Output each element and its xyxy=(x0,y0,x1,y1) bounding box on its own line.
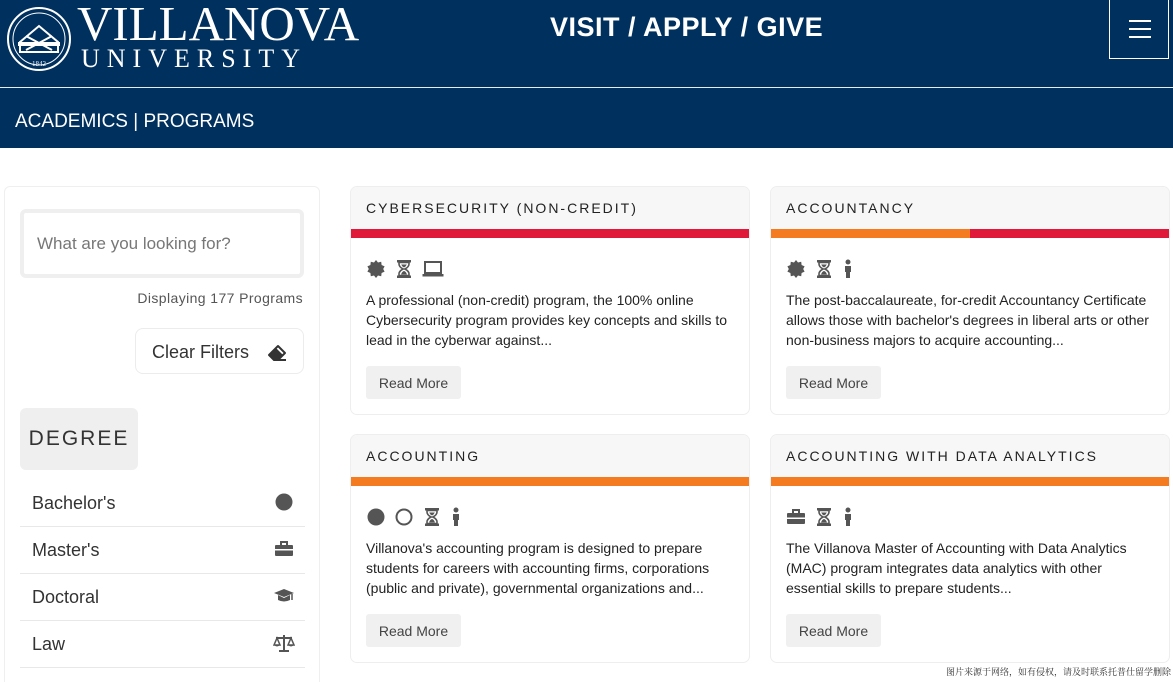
person-icon xyxy=(450,507,462,527)
eraser-icon xyxy=(266,341,288,363)
graduation-cap-icon xyxy=(273,585,295,607)
program-card-accounting-data-analytics xyxy=(770,434,1170,663)
program-title[interactable]: CYBERSECURITY (NON-CREDIT) xyxy=(366,200,638,216)
villanova-logo[interactable] xyxy=(4,0,360,73)
program-card-accountancy xyxy=(770,186,1170,415)
hamburger-icon xyxy=(1129,28,1151,30)
read-more-button[interactable]: Read More xyxy=(786,614,881,647)
person-icon xyxy=(842,259,854,279)
card-icon-row xyxy=(366,259,444,279)
card-icon-row xyxy=(786,259,854,279)
program-card-cybersecurity xyxy=(350,186,750,415)
card-header xyxy=(351,435,749,477)
degree-filter-heading[interactable]: DEGREE xyxy=(20,408,138,470)
search-box xyxy=(20,209,304,278)
degree-item-bachelors[interactable] xyxy=(20,480,305,527)
scales-icon xyxy=(273,632,295,654)
read-more-button[interactable]: Read More xyxy=(366,614,461,647)
hourglass-icon xyxy=(422,507,442,527)
hourglass-icon xyxy=(814,507,834,527)
logo-line1: VILLANOVA xyxy=(77,0,360,51)
card-icon-row xyxy=(786,507,854,527)
program-description: The post-baccalaureate, for-credit Accountancy Certificate allows those with bachelor's degrees in liberal arts or other non-business majors to acquire accounting... xyxy=(786,292,1149,348)
hourglass-icon xyxy=(814,259,834,279)
search-input[interactable] xyxy=(24,213,300,274)
card-icon-row xyxy=(366,507,462,527)
filled-circle-icon xyxy=(366,507,386,527)
laptop-icon xyxy=(422,259,444,279)
hamburger-icon xyxy=(1129,20,1151,22)
card-header xyxy=(771,187,1169,229)
visit-apply-give-links[interactable]: VISIT / APPLY / GIVE xyxy=(550,12,824,42)
card-accent-stripe xyxy=(771,477,1169,486)
program-title[interactable]: ACCOUNTING xyxy=(366,448,481,464)
program-card-accounting xyxy=(350,434,750,663)
degree-item-law[interactable] xyxy=(20,621,305,668)
program-description: Villanova's accounting program is designed to prepare students for careers with accounting firms, corporations (public and private), governmental organizations and... xyxy=(366,540,710,596)
site-header xyxy=(0,0,1173,87)
open-circle-icon xyxy=(394,507,414,527)
briefcase-icon xyxy=(273,538,295,560)
read-more-button[interactable]: Read More xyxy=(786,366,881,399)
certificate-badge-icon xyxy=(786,259,806,279)
program-description: A professional (non-credit) program, the 100% online Cybersecurity program provides key concepts and skills to lead in the cyberwar against... xyxy=(366,292,728,348)
program-count: Displaying 177 Programs xyxy=(137,290,303,306)
person-icon xyxy=(842,507,854,527)
degree-item-doctoral[interactable] xyxy=(20,574,305,621)
menu-button[interactable] xyxy=(1109,0,1169,59)
read-more-button[interactable]: Read More xyxy=(366,366,461,399)
section-bar xyxy=(0,88,1173,148)
filter-sidebar xyxy=(4,186,320,682)
program-title[interactable]: ACCOUNTANCY xyxy=(786,200,916,216)
certificate-badge-icon xyxy=(366,259,386,279)
card-accent-stripe xyxy=(351,229,749,238)
card-accent-stripe xyxy=(771,229,1169,238)
degree-item-label: Master's xyxy=(32,540,100,560)
briefcase-icon xyxy=(786,507,806,527)
card-header xyxy=(351,187,749,229)
watermark-text: 图片来源于网络，如有侵权，请及时联系托普仕留学删除 xyxy=(945,667,1171,677)
degree-filter-list xyxy=(20,480,305,668)
degree-item-label: Law xyxy=(32,634,66,654)
logo-line2: UNIVERSITY xyxy=(81,44,307,73)
program-title[interactable]: ACCOUNTING WITH DATA ANALYTICS xyxy=(786,448,1099,464)
clear-filters-button[interactable] xyxy=(135,328,304,374)
degree-item-masters[interactable] xyxy=(20,527,305,574)
hourglass-icon xyxy=(394,259,414,279)
filled-circle-icon xyxy=(273,491,295,513)
hamburger-icon xyxy=(1129,36,1151,38)
degree-item-label: Doctoral xyxy=(32,587,100,607)
degree-item-label: Bachelor's xyxy=(32,493,116,513)
card-header xyxy=(771,435,1169,477)
university-seal-icon xyxy=(6,6,72,72)
breadcrumb[interactable]: ACADEMICS | PROGRAMS xyxy=(15,111,255,132)
clear-filters-label: Clear Filters xyxy=(152,342,250,362)
program-description: The Villanova Master of Accounting with Data Analytics (MAC) program integrates data analytics with other essential skills to prepare students... xyxy=(786,540,1127,596)
card-accent-stripe xyxy=(351,477,749,486)
seal-year: 1842 xyxy=(32,60,46,68)
